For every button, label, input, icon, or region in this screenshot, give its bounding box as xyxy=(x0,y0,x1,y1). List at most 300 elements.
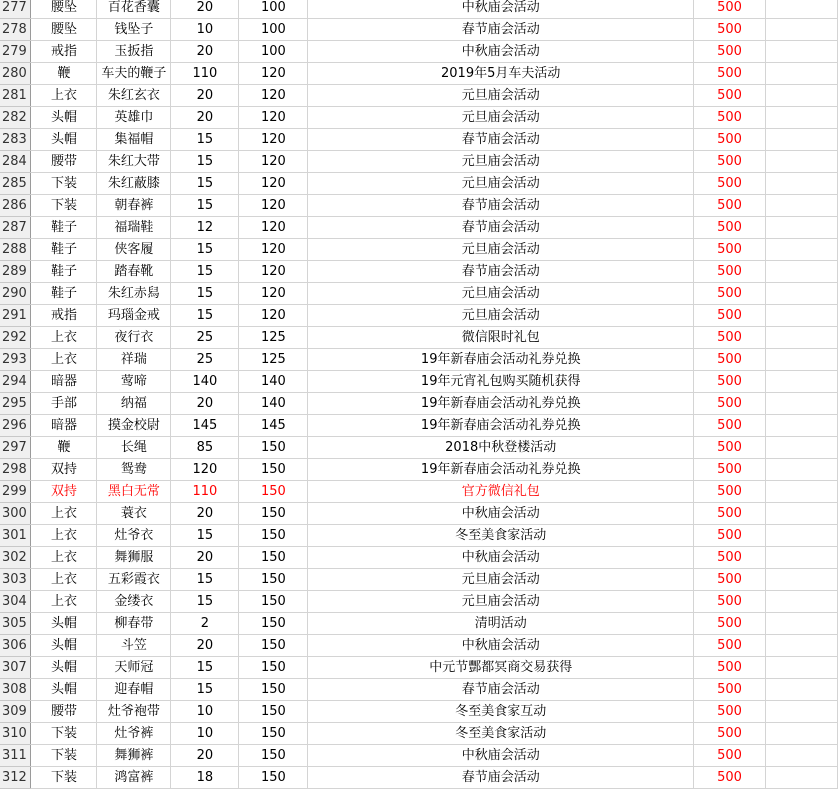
row-header[interactable]: 284 xyxy=(0,151,31,173)
cell-level[interactable]: 145 xyxy=(171,415,239,437)
table-row[interactable] xyxy=(0,635,838,657)
cell-price[interactable]: 500 xyxy=(694,0,766,19)
table-row[interactable] xyxy=(0,525,838,547)
cell-item-name[interactable]: 灶爷袍带 xyxy=(97,701,171,723)
cell-value[interactable]: 100 xyxy=(239,19,308,41)
cell-value[interactable]: 150 xyxy=(239,525,308,547)
table-row[interactable] xyxy=(0,239,838,261)
cell-level[interactable]: 15 xyxy=(171,591,239,613)
cell-item-name[interactable]: 朱红赤舄 xyxy=(97,283,171,305)
row-header[interactable]: 279 xyxy=(0,41,31,63)
cell-item-name[interactable]: 五彩霞衣 xyxy=(97,569,171,591)
cell-source[interactable]: 清明活动 xyxy=(308,613,694,635)
cell-source[interactable]: 19年新春庙会活动礼券兑换 xyxy=(308,349,694,371)
cell-type[interactable]: 腰坠 xyxy=(31,19,97,41)
cell-source[interactable]: 19年新春庙会活动礼券兑换 xyxy=(308,415,694,437)
cell-price[interactable]: 500 xyxy=(694,19,766,41)
cell-level[interactable]: 20 xyxy=(171,745,239,767)
cell-type[interactable]: 头帽 xyxy=(31,613,97,635)
cell-price[interactable]: 500 xyxy=(694,745,766,767)
cell-item-name[interactable]: 黑白无常 xyxy=(97,481,171,503)
cell-price[interactable]: 500 xyxy=(694,151,766,173)
cell-empty[interactable] xyxy=(766,129,838,151)
cell-source[interactable]: 19年元宵礼包购买随机获得 xyxy=(308,371,694,393)
cell-source[interactable]: 春节庙会活动 xyxy=(308,767,694,789)
cell-type[interactable]: 头帽 xyxy=(31,635,97,657)
cell-empty[interactable] xyxy=(766,547,838,569)
table-row[interactable] xyxy=(0,349,838,371)
cell-type[interactable]: 下装 xyxy=(31,745,97,767)
table-row[interactable] xyxy=(0,195,838,217)
cell-value[interactable]: 150 xyxy=(239,745,308,767)
cell-value[interactable]: 150 xyxy=(239,635,308,657)
cell-price[interactable]: 500 xyxy=(694,239,766,261)
cell-level[interactable]: 15 xyxy=(171,173,239,195)
table-row[interactable] xyxy=(0,657,838,679)
table-row[interactable] xyxy=(0,503,838,525)
cell-type[interactable]: 头帽 xyxy=(31,657,97,679)
cell-type[interactable]: 上衣 xyxy=(31,591,97,613)
cell-level[interactable]: 15 xyxy=(171,129,239,151)
cell-empty[interactable] xyxy=(766,305,838,327)
table-row[interactable] xyxy=(0,481,838,503)
table-row[interactable] xyxy=(0,283,838,305)
cell-price[interactable]: 500 xyxy=(694,415,766,437)
cell-type[interactable]: 鞋子 xyxy=(31,283,97,305)
cell-empty[interactable] xyxy=(766,327,838,349)
cell-item-name[interactable]: 钱坠子 xyxy=(97,19,171,41)
row-header[interactable]: 289 xyxy=(0,261,31,283)
cell-empty[interactable] xyxy=(766,503,838,525)
cell-item-name[interactable]: 祥瑞 xyxy=(97,349,171,371)
cell-source[interactable]: 中秋庙会活动 xyxy=(308,0,694,19)
cell-source[interactable]: 冬至美食家互动 xyxy=(308,701,694,723)
table-row[interactable] xyxy=(0,767,838,789)
cell-type[interactable]: 上衣 xyxy=(31,503,97,525)
cell-type[interactable]: 鞋子 xyxy=(31,261,97,283)
cell-value[interactable]: 150 xyxy=(239,547,308,569)
cell-value[interactable]: 150 xyxy=(239,503,308,525)
cell-empty[interactable] xyxy=(766,459,838,481)
cell-item-name[interactable]: 莺啼 xyxy=(97,371,171,393)
row-header[interactable]: 293 xyxy=(0,349,31,371)
cell-type[interactable]: 下装 xyxy=(31,173,97,195)
cell-type[interactable]: 腰带 xyxy=(31,151,97,173)
table-row[interactable] xyxy=(0,63,838,85)
cell-empty[interactable] xyxy=(766,85,838,107)
cell-level[interactable]: 15 xyxy=(171,525,239,547)
cell-item-name[interactable]: 集福帽 xyxy=(97,129,171,151)
table-row[interactable] xyxy=(0,107,838,129)
cell-level[interactable]: 15 xyxy=(171,261,239,283)
cell-type[interactable]: 上衣 xyxy=(31,547,97,569)
cell-source[interactable]: 中秋庙会活动 xyxy=(308,745,694,767)
row-header[interactable]: 280 xyxy=(0,63,31,85)
row-header[interactable]: 285 xyxy=(0,173,31,195)
cell-level[interactable]: 2 xyxy=(171,613,239,635)
row-header[interactable]: 288 xyxy=(0,239,31,261)
cell-empty[interactable] xyxy=(766,371,838,393)
row-header[interactable]: 296 xyxy=(0,415,31,437)
cell-price[interactable]: 500 xyxy=(694,767,766,789)
cell-source[interactable]: 2019年5月车夫活动 xyxy=(308,63,694,85)
cell-empty[interactable] xyxy=(766,349,838,371)
cell-level[interactable]: 20 xyxy=(171,635,239,657)
cell-type[interactable]: 手部 xyxy=(31,393,97,415)
row-header[interactable]: 308 xyxy=(0,679,31,701)
cell-level[interactable]: 20 xyxy=(171,85,239,107)
cell-level[interactable]: 15 xyxy=(171,569,239,591)
cell-price[interactable]: 500 xyxy=(694,481,766,503)
cell-item-name[interactable]: 侠客履 xyxy=(97,239,171,261)
cell-level[interactable]: 15 xyxy=(171,657,239,679)
cell-price[interactable]: 500 xyxy=(694,261,766,283)
cell-empty[interactable] xyxy=(766,261,838,283)
cell-empty[interactable] xyxy=(766,415,838,437)
cell-type[interactable]: 上衣 xyxy=(31,569,97,591)
cell-item-name[interactable]: 玉扳指 xyxy=(97,41,171,63)
row-header[interactable]: 292 xyxy=(0,327,31,349)
cell-price[interactable]: 500 xyxy=(694,525,766,547)
cell-empty[interactable] xyxy=(766,591,838,613)
cell-value[interactable]: 120 xyxy=(239,195,308,217)
cell-price[interactable]: 500 xyxy=(694,129,766,151)
cell-source[interactable]: 官方微信礼包 xyxy=(308,481,694,503)
row-header[interactable]: 277 xyxy=(0,0,31,19)
cell-value[interactable]: 125 xyxy=(239,349,308,371)
table-row[interactable] xyxy=(0,19,838,41)
cell-level[interactable]: 15 xyxy=(171,283,239,305)
row-header[interactable]: 278 xyxy=(0,19,31,41)
cell-item-name[interactable]: 金缕衣 xyxy=(97,591,171,613)
cell-source[interactable]: 19年新春庙会活动礼券兑换 xyxy=(308,393,694,415)
cell-value[interactable]: 150 xyxy=(239,679,308,701)
row-header[interactable]: 312 xyxy=(0,767,31,789)
cell-value[interactable]: 100 xyxy=(239,0,308,19)
row-header[interactable]: 298 xyxy=(0,459,31,481)
cell-type[interactable]: 上衣 xyxy=(31,85,97,107)
cell-source[interactable]: 春节庙会活动 xyxy=(308,129,694,151)
cell-source[interactable]: 中秋庙会活动 xyxy=(308,503,694,525)
cell-level[interactable]: 10 xyxy=(171,723,239,745)
cell-level[interactable]: 25 xyxy=(171,327,239,349)
cell-source[interactable]: 元旦庙会活动 xyxy=(308,569,694,591)
cell-value[interactable]: 120 xyxy=(239,107,308,129)
cell-item-name[interactable]: 摸金校尉 xyxy=(97,415,171,437)
row-header[interactable]: 295 xyxy=(0,393,31,415)
table-row[interactable] xyxy=(0,151,838,173)
cell-price[interactable]: 500 xyxy=(694,107,766,129)
cell-value[interactable]: 125 xyxy=(239,327,308,349)
table-row[interactable] xyxy=(0,129,838,151)
cell-type[interactable]: 腰带 xyxy=(31,701,97,723)
cell-source[interactable]: 19年新春庙会活动礼券兑换 xyxy=(308,459,694,481)
cell-value[interactable]: 150 xyxy=(239,723,308,745)
cell-item-name[interactable]: 百花香囊 xyxy=(97,0,171,19)
cell-item-name[interactable]: 福瑞鞋 xyxy=(97,217,171,239)
cell-value[interactable]: 120 xyxy=(239,85,308,107)
cell-item-name[interactable]: 朱红蔽膝 xyxy=(97,173,171,195)
cell-empty[interactable] xyxy=(766,481,838,503)
cell-item-name[interactable]: 灶爷衣 xyxy=(97,525,171,547)
cell-value[interactable]: 150 xyxy=(239,569,308,591)
cell-type[interactable]: 鞭 xyxy=(31,437,97,459)
cell-level[interactable]: 15 xyxy=(171,195,239,217)
cell-source[interactable]: 元旦庙会活动 xyxy=(308,107,694,129)
row-header[interactable]: 302 xyxy=(0,547,31,569)
cell-type[interactable]: 暗器 xyxy=(31,415,97,437)
row-header[interactable]: 307 xyxy=(0,657,31,679)
table-row[interactable] xyxy=(0,723,838,745)
table-row[interactable] xyxy=(0,217,838,239)
cell-value[interactable]: 120 xyxy=(239,151,308,173)
cell-source[interactable]: 元旦庙会活动 xyxy=(308,591,694,613)
row-header[interactable]: 304 xyxy=(0,591,31,613)
cell-type[interactable]: 双持 xyxy=(31,481,97,503)
table-row[interactable] xyxy=(0,41,838,63)
table-row[interactable] xyxy=(0,613,838,635)
table-row[interactable] xyxy=(0,305,838,327)
cell-empty[interactable] xyxy=(766,525,838,547)
table-row[interactable] xyxy=(0,591,838,613)
cell-price[interactable]: 500 xyxy=(694,393,766,415)
cell-type[interactable]: 头帽 xyxy=(31,129,97,151)
table-row[interactable] xyxy=(0,459,838,481)
cell-price[interactable]: 500 xyxy=(694,635,766,657)
cell-item-name[interactable]: 天师冠 xyxy=(97,657,171,679)
row-header[interactable]: 286 xyxy=(0,195,31,217)
cell-type[interactable]: 下装 xyxy=(31,195,97,217)
row-header[interactable]: 297 xyxy=(0,437,31,459)
cell-empty[interactable] xyxy=(766,217,838,239)
cell-source[interactable]: 中秋庙会活动 xyxy=(308,41,694,63)
cell-source[interactable]: 元旦庙会活动 xyxy=(308,85,694,107)
cell-price[interactable]: 500 xyxy=(694,173,766,195)
row-header[interactable]: 300 xyxy=(0,503,31,525)
cell-level[interactable]: 110 xyxy=(171,481,239,503)
cell-price[interactable]: 500 xyxy=(694,85,766,107)
cell-item-name[interactable]: 灶爷裤 xyxy=(97,723,171,745)
cell-empty[interactable] xyxy=(766,635,838,657)
cell-item-name[interactable]: 舞狮裤 xyxy=(97,745,171,767)
cell-value[interactable]: 120 xyxy=(239,239,308,261)
cell-source[interactable]: 元旦庙会活动 xyxy=(308,173,694,195)
cell-value[interactable]: 120 xyxy=(239,283,308,305)
cell-value[interactable]: 150 xyxy=(239,657,308,679)
cell-price[interactable]: 500 xyxy=(694,349,766,371)
cell-source[interactable]: 2018中秋登楼活动 xyxy=(308,437,694,459)
row-header[interactable]: 311 xyxy=(0,745,31,767)
cell-item-name[interactable]: 纳福 xyxy=(97,393,171,415)
cell-empty[interactable] xyxy=(766,569,838,591)
cell-source[interactable]: 春节庙会活动 xyxy=(308,261,694,283)
cell-price[interactable]: 500 xyxy=(694,459,766,481)
cell-type[interactable]: 下装 xyxy=(31,723,97,745)
cell-item-name[interactable]: 车夫的鞭子 xyxy=(97,63,171,85)
cell-type[interactable]: 暗器 xyxy=(31,371,97,393)
cell-item-name[interactable]: 朝春裤 xyxy=(97,195,171,217)
cell-type[interactable]: 头帽 xyxy=(31,107,97,129)
cell-price[interactable]: 500 xyxy=(694,217,766,239)
cell-value[interactable]: 120 xyxy=(239,261,308,283)
cell-item-name[interactable]: 鸿富裤 xyxy=(97,767,171,789)
cell-price[interactable]: 500 xyxy=(694,283,766,305)
cell-empty[interactable] xyxy=(766,679,838,701)
cell-empty[interactable] xyxy=(766,393,838,415)
cell-price[interactable]: 500 xyxy=(694,569,766,591)
cell-level[interactable]: 20 xyxy=(171,41,239,63)
cell-value[interactable]: 145 xyxy=(239,415,308,437)
cell-source[interactable]: 元旦庙会活动 xyxy=(308,283,694,305)
cell-empty[interactable] xyxy=(766,657,838,679)
row-header[interactable]: 309 xyxy=(0,701,31,723)
cell-type[interactable]: 上衣 xyxy=(31,327,97,349)
cell-empty[interactable] xyxy=(766,173,838,195)
cell-price[interactable]: 500 xyxy=(694,591,766,613)
row-header[interactable]: 294 xyxy=(0,371,31,393)
cell-type[interactable]: 鞋子 xyxy=(31,217,97,239)
cell-empty[interactable] xyxy=(766,107,838,129)
cell-price[interactable]: 500 xyxy=(694,613,766,635)
cell-price[interactable]: 500 xyxy=(694,371,766,393)
cell-source[interactable]: 冬至美食家活动 xyxy=(308,723,694,745)
cell-price[interactable]: 500 xyxy=(694,723,766,745)
table-row[interactable] xyxy=(0,261,838,283)
table-row[interactable] xyxy=(0,547,838,569)
cell-source[interactable]: 春节庙会活动 xyxy=(308,679,694,701)
cell-empty[interactable] xyxy=(766,767,838,789)
cell-type[interactable]: 鞭 xyxy=(31,63,97,85)
row-header[interactable]: 306 xyxy=(0,635,31,657)
cell-item-name[interactable]: 斗笠 xyxy=(97,635,171,657)
cell-item-name[interactable]: 朱红玄衣 xyxy=(97,85,171,107)
cell-item-name[interactable]: 蓑衣 xyxy=(97,503,171,525)
cell-empty[interactable] xyxy=(766,63,838,85)
cell-level[interactable]: 20 xyxy=(171,393,239,415)
cell-level[interactable]: 10 xyxy=(171,701,239,723)
table-row[interactable] xyxy=(0,371,838,393)
cell-level[interactable]: 110 xyxy=(171,63,239,85)
cell-value[interactable]: 150 xyxy=(239,591,308,613)
cell-source[interactable]: 微信限时礼包 xyxy=(308,327,694,349)
cell-empty[interactable] xyxy=(766,19,838,41)
cell-value[interactable]: 120 xyxy=(239,217,308,239)
cell-price[interactable]: 500 xyxy=(694,657,766,679)
cell-value[interactable]: 120 xyxy=(239,63,308,85)
cell-item-name[interactable]: 柳春带 xyxy=(97,613,171,635)
cell-type[interactable]: 双持 xyxy=(31,459,97,481)
cell-empty[interactable] xyxy=(766,283,838,305)
cell-empty[interactable] xyxy=(766,195,838,217)
cell-value[interactable]: 120 xyxy=(239,305,308,327)
cell-source[interactable]: 元旦庙会活动 xyxy=(308,305,694,327)
cell-type[interactable]: 头帽 xyxy=(31,679,97,701)
cell-empty[interactable] xyxy=(766,0,838,19)
table-row[interactable] xyxy=(0,0,838,19)
cell-value[interactable]: 150 xyxy=(239,613,308,635)
cell-value[interactable]: 140 xyxy=(239,371,308,393)
row-header[interactable]: 305 xyxy=(0,613,31,635)
cell-item-name[interactable]: 英雄巾 xyxy=(97,107,171,129)
cell-price[interactable]: 500 xyxy=(694,701,766,723)
cell-price[interactable]: 500 xyxy=(694,437,766,459)
cell-price[interactable]: 500 xyxy=(694,547,766,569)
cell-price[interactable]: 500 xyxy=(694,305,766,327)
cell-empty[interactable] xyxy=(766,745,838,767)
table-row[interactable] xyxy=(0,679,838,701)
cell-type[interactable]: 戒指 xyxy=(31,41,97,63)
cell-price[interactable]: 500 xyxy=(694,503,766,525)
row-header[interactable]: 299 xyxy=(0,481,31,503)
table-row[interactable] xyxy=(0,701,838,723)
table-row[interactable] xyxy=(0,569,838,591)
cell-source[interactable]: 春节庙会活动 xyxy=(308,217,694,239)
cell-item-name[interactable]: 玛瑙金戒 xyxy=(97,305,171,327)
row-header[interactable]: 303 xyxy=(0,569,31,591)
cell-level[interactable]: 15 xyxy=(171,239,239,261)
cell-value[interactable]: 120 xyxy=(239,173,308,195)
cell-item-name[interactable]: 舞狮服 xyxy=(97,547,171,569)
cell-value[interactable]: 150 xyxy=(239,701,308,723)
cell-price[interactable]: 500 xyxy=(694,195,766,217)
cell-item-name[interactable]: 鸳鸯 xyxy=(97,459,171,481)
cell-type[interactable]: 上衣 xyxy=(31,349,97,371)
cell-value[interactable]: 100 xyxy=(239,41,308,63)
cell-item-name[interactable]: 长绳 xyxy=(97,437,171,459)
cell-empty[interactable] xyxy=(766,723,838,745)
cell-level[interactable]: 18 xyxy=(171,767,239,789)
cell-type[interactable]: 下装 xyxy=(31,767,97,789)
cell-value[interactable]: 150 xyxy=(239,481,308,503)
cell-empty[interactable] xyxy=(766,437,838,459)
table-row[interactable] xyxy=(0,85,838,107)
table-row[interactable] xyxy=(0,327,838,349)
cell-item-name[interactable]: 夜行衣 xyxy=(97,327,171,349)
row-header[interactable]: 283 xyxy=(0,129,31,151)
cell-price[interactable]: 500 xyxy=(694,63,766,85)
cell-price[interactable]: 500 xyxy=(694,327,766,349)
cell-value[interactable]: 140 xyxy=(239,393,308,415)
cell-level[interactable]: 12 xyxy=(171,217,239,239)
cell-price[interactable]: 500 xyxy=(694,679,766,701)
cell-value[interactable]: 120 xyxy=(239,129,308,151)
table-row[interactable] xyxy=(0,415,838,437)
cell-level[interactable]: 20 xyxy=(171,503,239,525)
cell-empty[interactable] xyxy=(766,151,838,173)
cell-source[interactable]: 冬至美食家活动 xyxy=(308,525,694,547)
cell-level[interactable]: 15 xyxy=(171,151,239,173)
table-row[interactable] xyxy=(0,745,838,767)
cell-source[interactable]: 中元节酆都冥商交易获得 xyxy=(308,657,694,679)
cell-source[interactable]: 元旦庙会活动 xyxy=(308,151,694,173)
cell-level[interactable]: 20 xyxy=(171,547,239,569)
cell-value[interactable]: 150 xyxy=(239,767,308,789)
row-header[interactable]: 282 xyxy=(0,107,31,129)
cell-level[interactable]: 20 xyxy=(171,0,239,19)
cell-value[interactable]: 150 xyxy=(239,437,308,459)
cell-level[interactable]: 15 xyxy=(171,305,239,327)
cell-type[interactable]: 腰坠 xyxy=(31,0,97,19)
table-row[interactable] xyxy=(0,437,838,459)
cell-empty[interactable] xyxy=(766,613,838,635)
cell-level[interactable]: 25 xyxy=(171,349,239,371)
cell-value[interactable]: 150 xyxy=(239,459,308,481)
cell-source[interactable]: 中秋庙会活动 xyxy=(308,635,694,657)
row-header[interactable]: 287 xyxy=(0,217,31,239)
cell-level[interactable]: 140 xyxy=(171,371,239,393)
cell-price[interactable]: 500 xyxy=(694,41,766,63)
row-header[interactable]: 290 xyxy=(0,283,31,305)
